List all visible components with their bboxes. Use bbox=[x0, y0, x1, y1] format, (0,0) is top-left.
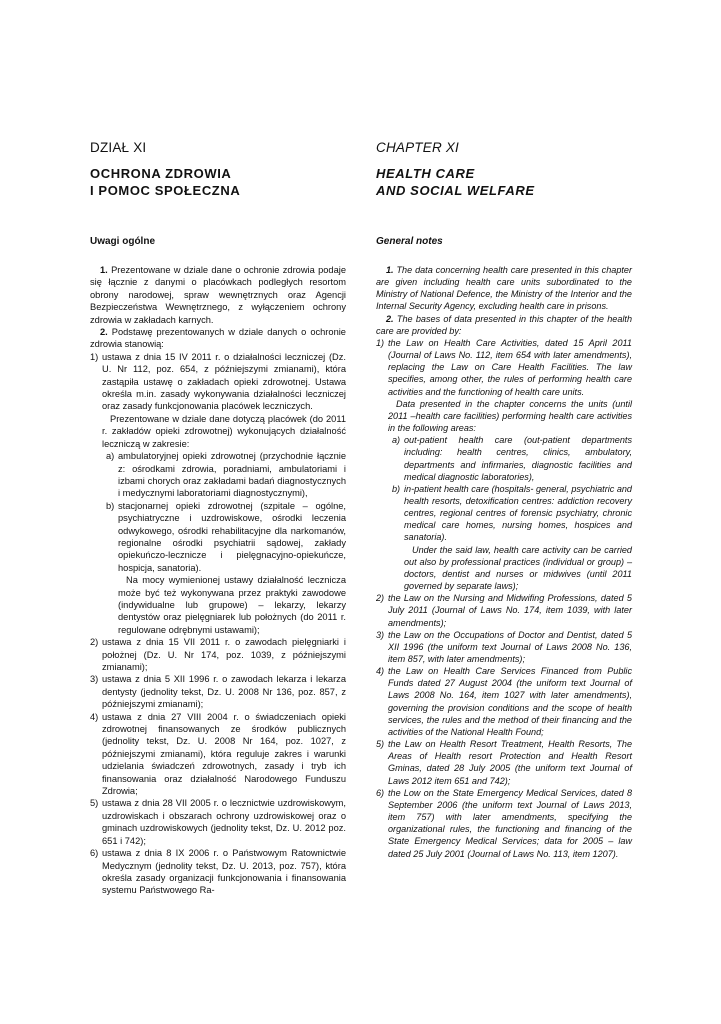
sub-item bbox=[106, 450, 346, 500]
sub-item bbox=[106, 500, 346, 636]
list-item bbox=[376, 787, 632, 860]
list-item bbox=[376, 738, 632, 787]
section-title bbox=[90, 165, 240, 199]
notes-body bbox=[90, 264, 346, 897]
list-number: 2) bbox=[376, 593, 385, 604]
paragraph-number: 2. bbox=[100, 327, 108, 338]
sub-item-letter: b) bbox=[392, 483, 401, 494]
sub-item-text: out-patient health care (out-patient departments including: health centres, clinics, ambulatory, departments and infirmaries, diagnostic facilities and medical diagnostic laboratories), bbox=[404, 435, 632, 482]
sub-item-paragraph: Under the said law, health care activity can be carried out also by professional practices (individual or group) – doctors, dentist and nurses or midwives (until 2011 governed by separate laws); bbox=[404, 544, 632, 592]
list-number: 6) bbox=[376, 787, 385, 798]
section-title bbox=[376, 165, 535, 199]
list-item bbox=[376, 337, 632, 592]
list-number: 1) bbox=[376, 337, 385, 348]
sub-item-paragraph: Na mocy wymienionej ustawy działalność lecznicza może być też wykonywana przez praktyki zawodowe (indywidualne lub grupowe) – lekarzy, lekarzy dentystów oraz pielęgniarek lub położnych (do 2011 r. regulowane odrębnymi ustawami); bbox=[118, 575, 346, 635]
list-item-text: the Low on the State Emergency Medical Services, dated 8 September 2006 (the uniform text Journal of Laws 2013, item 757) with later amendments, specifying the organizational rules, the functioning and financing of the State Emergency Medical Services; data for 2005 – law dated 25 July 2001 (Journal of Laws No. 113, item 1207). bbox=[388, 787, 632, 859]
list-number: 5) bbox=[90, 798, 99, 809]
paragraph bbox=[90, 326, 346, 351]
paragraph-number: 1. bbox=[100, 265, 108, 275]
notes-heading: Uwagi ogólne bbox=[90, 236, 155, 247]
paragraph-number: 2. bbox=[386, 313, 394, 324]
list-item-text: the Law on Health Resort Treatment, Health Resorts, The Areas of Health resort Protection and Health Resort Gminas, dated 28 July 2005 (the uniform text Journal of Laws 2012 item 651 and 742); bbox=[388, 739, 632, 786]
list-item bbox=[90, 847, 346, 897]
list-item-paragraph: Prezentowane w dziale dane dotyczą placówek (do 2011 r. zakładów opieki zdrowotnej) wykonujących działalność leczniczą w zakresie: bbox=[102, 413, 346, 449]
list-item bbox=[90, 351, 346, 636]
section-title-line: HEALTH CARE bbox=[376, 166, 475, 181]
paragraph-text: Prezentowane w dziale dane o ochronie zdrowia podaje się łącznie z danymi o placówkach podległych resortom obrony narodowej, spraw wewnętrznych oraz Agencji Bezpieczeństwa Wewnętrznego, z wyłączeniem ochrony zdrowia w zakładach karnych. bbox=[90, 265, 346, 325]
list-item bbox=[90, 636, 346, 673]
list-item-text: the Law on the Nursing and Midwifing Professions, dated 5 July 2011 (Journal of Laws No. 174, item 1039, with later amendments); bbox=[388, 593, 632, 628]
list-item-text: the Law on Health Care Activities, dated 15 April 2011 (Journal of Laws No. 112, item 654 with later amendments), replacing the Law on Care Health Facilities. The law specifies, among other, the rules of performing health care activities and the functioning of health care units. bbox=[388, 337, 632, 397]
list-item bbox=[90, 797, 346, 847]
section-title-line: I POMOC SPOŁECZNA bbox=[90, 183, 241, 198]
list-number: 3) bbox=[90, 674, 99, 685]
sub-item-letter: a) bbox=[392, 435, 401, 446]
list-item bbox=[376, 592, 632, 628]
list-item-paragraph: Data presented in the chapter concerns the units (until 2011 –health care facilities) performing health care activities in the following areas: bbox=[388, 398, 632, 434]
section-label: CHAPTER XI bbox=[376, 140, 460, 155]
paragraph-number: 1. bbox=[386, 265, 394, 275]
list-item bbox=[376, 665, 632, 738]
notes-body bbox=[376, 264, 632, 860]
list-item-text: ustawa z dnia 27 VIII 2004 r. o świadczeniach opieki zdrowotnej finansowanych ze środków publicznych (jednolity tekst, Dz. U. 2008 Nr 164, poz. 1027, z późniejszymi zmianami), która reguluje zakres i warunki udzielania świadczeń zdrowotnych, zasady i tryb ich finansowania oraz działalność Narodowego Funduszu Zdrowia; bbox=[102, 711, 346, 797]
list-item-text: ustawa z dnia 15 IV 2011 r. o działalności leczniczej (Dz. U. Nr 112, poz. 654, z późniejszymi zmianami), która zastąpiła ustawę o zakładach opieki zdrowotnej. Ustawa określa m.in. zasady wykonywania działalności leczniczej oraz zasady funkcjonowania placówek leczniczych. bbox=[102, 351, 346, 412]
section-title-line: AND SOCIAL WELFARE bbox=[376, 183, 535, 198]
list-number: 4) bbox=[376, 666, 385, 677]
list-number: 1) bbox=[90, 351, 99, 362]
sub-item bbox=[392, 483, 632, 592]
sub-item-text: stacjonarnej opieki zdrowotnej (szpitale – ogólne, psychiatryczne i uzdrowiskowe, ośrodki leczenia odwykowego, ośrodki rehabilitacyjne dla narkomanów, regionalne ośrodki psychiatrii sądowej, zakłady opiekuńczo-lecznicze i pielęgnacyjno-opiekuńcze, hospicja, sanatoria). bbox=[118, 500, 346, 573]
list-number: 4) bbox=[90, 711, 99, 722]
list-number: 3) bbox=[376, 629, 385, 640]
list-item-text: ustawa z dnia 28 VII 2005 r. o lecznictwie uzdrowiskowym, uzdrowiskach i obszarach ochrony uzdrowiskowej oraz o gminach uzdrowiskowych (jednolity tekst, Dz. U. 2012 poz. 651 i 742); bbox=[102, 798, 346, 846]
paragraph bbox=[90, 264, 346, 326]
list-item bbox=[376, 629, 632, 665]
list-number: 2) bbox=[90, 637, 99, 648]
list-item-text: the Law on the Occupations of Doctor and Dentist, dated 5 XII 1996 (the uniform text Journal of Laws 2008 No. 136, item 857, with later amendments); bbox=[388, 629, 632, 664]
list-item-text: ustawa z dnia 5 XII 1996 r. o zawodach lekarza i lekarza dentysty (jednolity tekst, Dz. U. 2008 Nr 136, poz. 857, z późniejszymi zmianami); bbox=[102, 674, 346, 710]
sub-item bbox=[392, 434, 632, 483]
paragraph bbox=[376, 264, 632, 313]
paragraph-text: The data concerning health care presented in this chapter are given including health care units subordinated to the Ministry of National Defence, the Ministry of the Interior and the Internal Security Agency, excluding health care in prisons. bbox=[376, 265, 633, 312]
paragraph bbox=[376, 313, 632, 337]
list-item bbox=[90, 711, 346, 798]
section-title-line: OCHRONA ZDROWIA bbox=[90, 166, 232, 181]
paragraph-text: Podstawę prezentowanych w dziale danych o ochronie zdrowia stanowią: bbox=[90, 327, 346, 350]
sub-item-text: in-patient health care (hospitals- general, psychiatric and health resorts, detoxification centres: addiction recovery centres, regional centres of forensic psychiatry, chronic medical care homes, nursing homes, hospices and sanatoria). bbox=[404, 483, 632, 543]
list-item-text: ustawa z dnia 15 VII 2011 r. o zawodach pielęgniarki i położnej (Dz. U. Nr 174, poz. 1039, z późniejszymi zmianami); bbox=[102, 637, 346, 672]
sub-item-letter: b) bbox=[106, 500, 115, 511]
list-number: 6) bbox=[90, 848, 99, 859]
list-item-text: the Law on Health Care Services Financed from Public Funds dated 27 August 2004 (the uniform text Journal of Laws 2008 No. 164, item 1027 with later amendments), governing the provision conditions and the scope of health services, the rules and the method of their financing and the activities of the National Health Found; bbox=[388, 666, 632, 737]
list-item bbox=[90, 673, 346, 710]
paragraph-text: The bases of data presented in this chapter of the health care are provided by: bbox=[376, 313, 632, 336]
list-number: 5) bbox=[376, 739, 385, 750]
list-item-text: ustawa z dnia 8 IX 2006 r. o Państwowym Ratownictwie Medycznym (jednolity tekst, Dz. U. 2013, poz. 757), która określa zasady organizacji funkcjonowania i finansowania systemu Państwowego Ra- bbox=[102, 848, 346, 896]
section-label: DZIAŁ XI bbox=[90, 140, 147, 155]
notes-heading: General notes bbox=[376, 236, 443, 247]
sub-item-letter: a) bbox=[106, 451, 115, 462]
sub-item-text: ambulatoryjnej opieki zdrowotnej (przychodnie łącznie z: ośrodkami zdrowia, poradniami, ambulatoriami i izbami chorych oraz zakładami badań diagnostycznych i medycznymi laboratoriami diagnostycznymi), bbox=[118, 451, 346, 499]
